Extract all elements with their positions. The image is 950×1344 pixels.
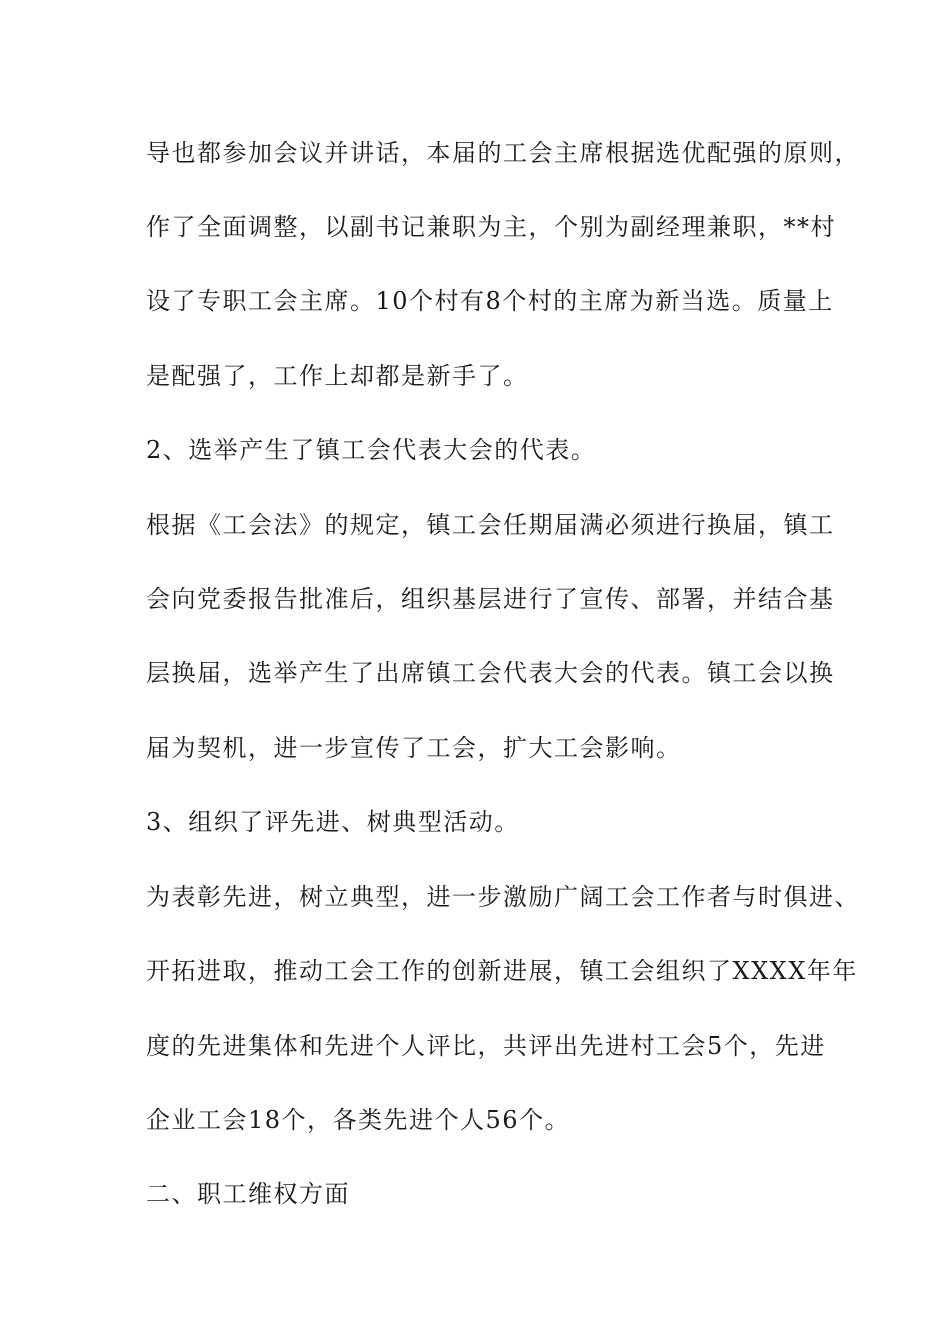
chapter-heading: 二、职工维权方面 <box>146 1180 350 1208</box>
text-line: 层换届，选举产生了出席镇工会代表大会的代表。镇工会以换 <box>146 659 835 687</box>
text-line: 开拓进取，推动工会工作的创新进展，镇工会组织了XXXX年年 <box>146 957 858 985</box>
text-line: 作了全面调整，以副书记兼职为主，个别为副经理兼职，**村 <box>146 213 836 241</box>
text-line: 届为契机，进一步宣传了工会，扩大工会影响。 <box>146 734 682 762</box>
section-heading: 2、选举产生了镇工会代表大会的代表。 <box>146 436 597 464</box>
text-line: 根据《工会法》的规定，镇工会任期届满必须进行换届，镇工 <box>146 511 835 539</box>
section-heading: 3、组织了评先进、树典型活动。 <box>146 808 520 836</box>
text-line: 导也都参加会议并讲话，本届的工会主席根据选优配强的原则， <box>146 139 860 167</box>
text-line: 设了专职工会主席。10个村有8个村的主席为新当选。质量上 <box>146 287 834 315</box>
text-line: 企业工会18个，各类先进个人56个。 <box>146 1106 571 1134</box>
text-line: 为表彰先进，树立典型，进一步激励广阔工会工作者与时俱进、 <box>146 883 860 911</box>
text-line: 是配强了，工作上却都是新手了。 <box>146 362 529 390</box>
text-line: 会向党委报告批准后，组织基层进行了宣传、部署，并结合基 <box>146 585 835 613</box>
text-line: 度的先进集体和先进个人评比，共评出先进村工会5个，先进 <box>146 1032 826 1060</box>
